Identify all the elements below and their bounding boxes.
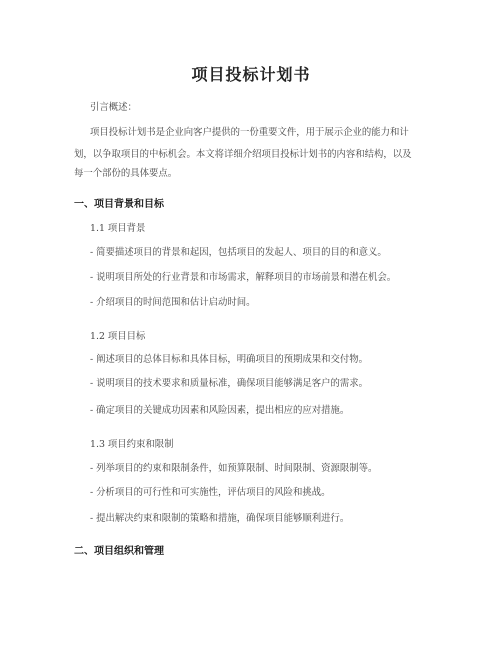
subsection-1-1-title: 1.1 项目背景 (90, 223, 146, 234)
intro-label: 引言概述： (90, 102, 137, 113)
subsection-1-3-item-1: - 列举项目的约束和限制条件，如预算限制、时间限制、资源限制等。 (90, 463, 378, 474)
section-2-heading: 二、项目组织和管理 (74, 546, 164, 557)
subsection-1-1-item-1: - 简要描述项目的背景和起因，包括项目的发起人、项目的目的和意义。 (90, 247, 387, 258)
subsection-1-3-title: 1.3 项目约束和限制 (90, 439, 174, 450)
subsection-1-2-item-2: - 说明项目的技术要求和质量标准，确保项目能够满足客户的需求。 (90, 378, 369, 389)
subsection-1-2-item-1: - 阐述项目的总体目标和具体目标，明确项目的预期成果和交付物。 (90, 354, 369, 365)
subsection-1-2-title: 1.2 项目目标 (90, 331, 146, 342)
intro-line-1: 项目投标计划书是企业向客户提供的一份重要文件，用于展示企业的能力和计 (90, 127, 409, 138)
intro-line-3: 每一个部份的具体要点。 (74, 168, 178, 179)
intro-line-2: 划，以争取项目的中标机会。本文将详细介绍项目投标计划书的内容和结构，以及 (74, 149, 412, 160)
subsection-1-1-item-2: - 说明项目所处的行业背景和市场需求，解释项目的市场前景和潜在机会。 (90, 272, 397, 283)
section-1-heading: 一、项目背景和目标 (74, 199, 164, 210)
subsection-1-2-item-3: - 确定项目的关键成功因素和风险因素，提出相应的应对措施。 (90, 405, 350, 416)
subsection-1-1-item-3: - 介绍项目的时间范围和估计启动时间。 (90, 297, 256, 308)
subsection-1-3-item-2: - 分析项目的可行性和可实施性，评估项目的风险和挑战。 (90, 487, 331, 498)
subsection-1-3-item-3: - 提出解决约束和限制的策略和措施，确保项目能够顺利进行。 (90, 513, 350, 524)
document-title: 项目投标计划书 (191, 65, 311, 84)
